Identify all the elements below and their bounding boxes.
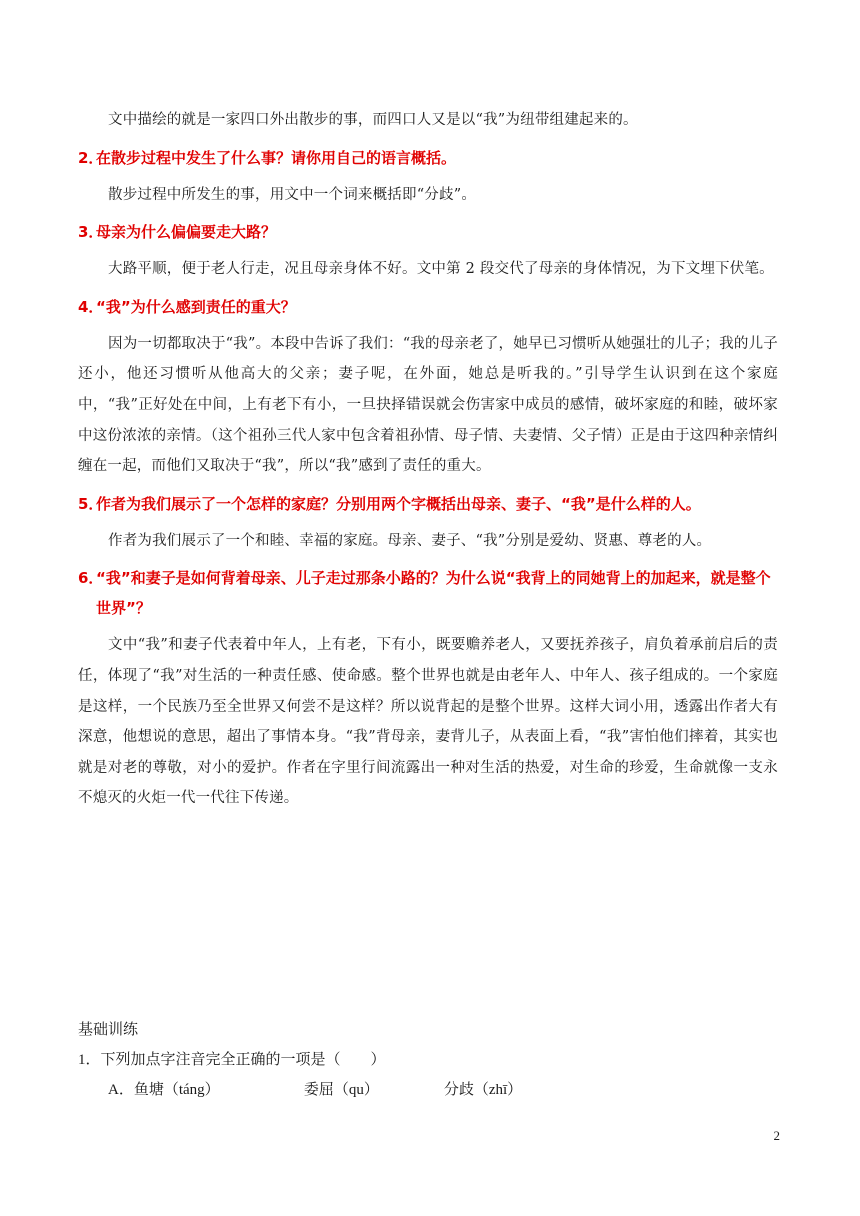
answer-paragraph: 文中“我”和妻子代表着中年人，上有老，下有小，既要赡养老人，又要抚养孩子，肩负着承前启后的责任，体现了“我”对生活的一种责任感、使命感。整个世界也就是由老年人、中年人、孩子组成的。一个家庭是这样，一个民族乃至全世界又何尝不是这样？所以说背起的是整个世界。这样大词小用，透露出作者大有深意，他想说的意思，超出了事情本身。“我”背母亲，妻背儿子，从表面上看，“我”害怕他们摔着，其实也就是对老的尊敬，对小的爱护。作者在字里行间流露出一种对生活的热爱，对生命的珍爱，生命就像一支永不熄灭的火炬一代一代往下传递。 xyxy=(78,637,778,807)
question-heading xyxy=(78,217,778,247)
option-a-label: A． xyxy=(108,1082,134,1098)
answer-paragraph: 作者为我们展示了一个和睦、幸福的家庭。母亲、妻子、“我”分别是爱幼、贤惠、尊老的人。 xyxy=(108,532,712,549)
question-text: 母亲为什么偏偏要走大路？ xyxy=(96,223,277,242)
answer-paragraph: 文中描绘的就是一家四口外出散步的事，而四口人又是以“我”为纽带组建起来的。 xyxy=(108,112,638,128)
question-heading xyxy=(78,292,778,322)
question-number: 5． xyxy=(78,494,104,513)
question-number: 2． xyxy=(78,148,104,167)
option-a xyxy=(78,1075,778,1105)
question-text: “我”为什么感到责任的重大？ xyxy=(96,297,296,316)
question-number: 6． xyxy=(78,569,104,588)
question-text: 作者为我们展示了一个怎样的家庭？分别用两个字概括出母亲、妻子、“我”是什么样的人。 xyxy=(96,494,701,513)
training-heading: 基础训练 xyxy=(78,1022,139,1038)
option-a-word-3: 分歧（zhī） xyxy=(443,1082,523,1098)
training-question-1: 1．下列加点字注音完全正确的一项是（ ） xyxy=(78,1052,386,1068)
basic-training-section xyxy=(78,1015,778,1105)
question-text: “我”和妻子是如何背着母亲、儿子走过那条小路的？为什么说“我背上的同她背上的加起来，就是整个世界”？ xyxy=(96,569,771,618)
option-a-word-1: 鱼塘（táng） xyxy=(133,1082,220,1098)
question-heading xyxy=(78,489,778,519)
answer-section xyxy=(78,105,778,821)
answer-paragraph: 大路平顺，便于老人行走，况且母亲身体不好。文中第 2 段交代了母亲的身体情况，为下文埋下伏笔。 xyxy=(108,261,774,278)
question-number: 4． xyxy=(78,297,104,316)
question-heading xyxy=(78,143,778,173)
answer-paragraph: 散步过程中所发生的事，用文中一个词来概括即“分歧”。 xyxy=(108,186,477,203)
page-number: 2 xyxy=(773,1128,780,1143)
question-heading xyxy=(78,563,778,623)
answer-paragraph: 因为一切都取决于“我”。本段中告诉了我们：“我的母亲老了，她早已习惯听从她强壮的儿子；我的儿子还小，他还习惯听从他高大的父亲；妻子呢，在外面，她总是听我的。”引导学生认识到在这个家庭中，“我”正好处在中间，上有老下有小，一旦抉择错误就会伤害家中成员的感情，破坏家庭的和睦，破坏家中这份浓浓的亲情。（这个祖孙三代人家中包含着祖孙情、母子情、夫妻情、父子情）正是由于这四种亲情纠缠在一起，而他们又取决于“我”，所以“我”感到了责任的重大。 xyxy=(78,335,778,475)
question-number: 3． xyxy=(78,223,104,242)
option-a-word-2: 委屈（qu） xyxy=(303,1082,379,1098)
question-text: 在散步过程中发生了什么事？请你用自己的语言概括。 xyxy=(96,148,457,167)
